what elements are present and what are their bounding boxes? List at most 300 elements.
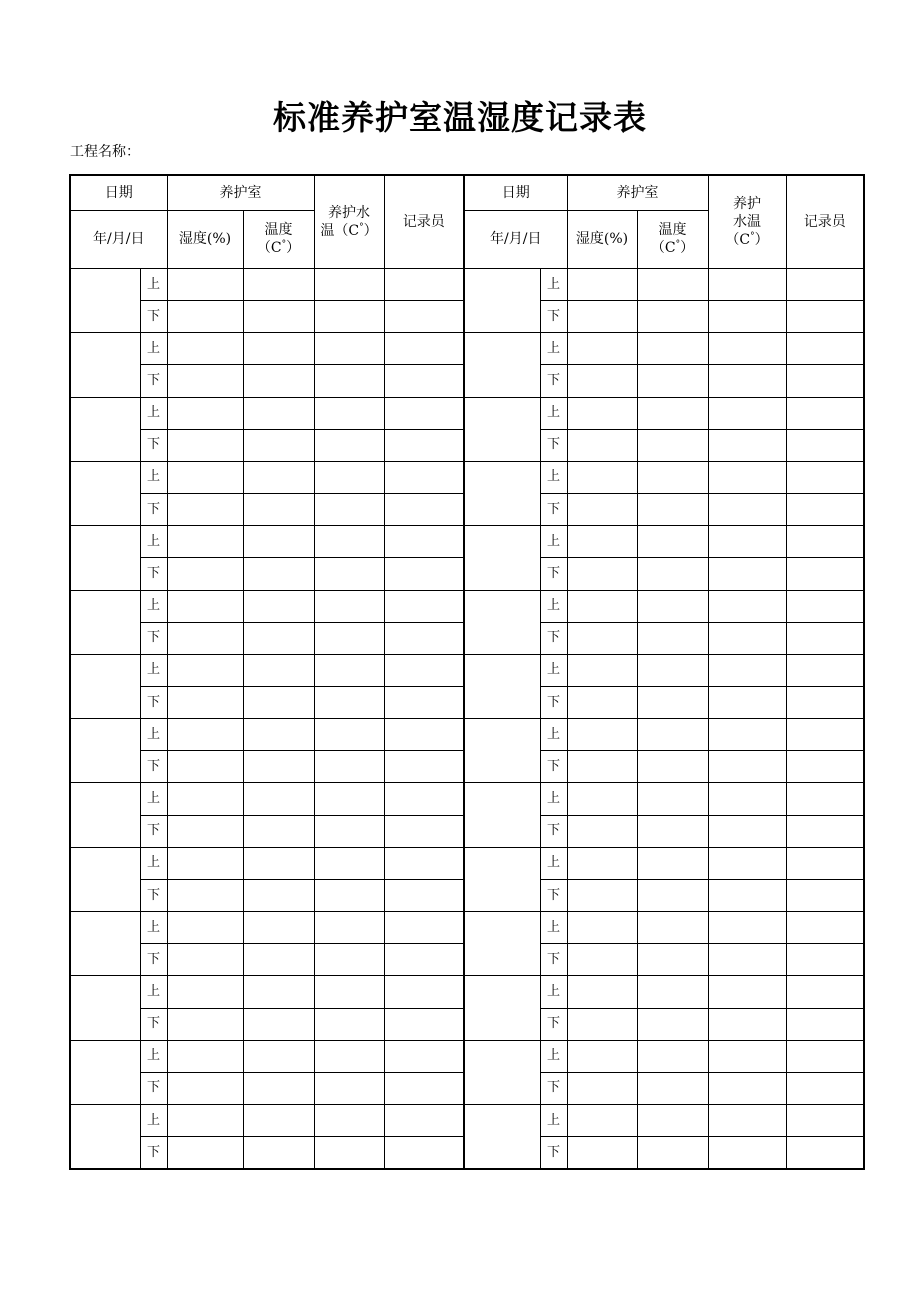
left-water-temp-cell bbox=[314, 1137, 384, 1169]
left-recorder-header: 记录员 bbox=[384, 175, 464, 268]
left-humidity-cell bbox=[167, 783, 243, 815]
left-ymd-header: 年/月/日 bbox=[70, 210, 167, 268]
right-temperature-cell bbox=[637, 1105, 708, 1137]
right-recorder-cell bbox=[786, 590, 864, 622]
right-water-temp-cell bbox=[708, 397, 786, 429]
left-water-temp-cell bbox=[314, 719, 384, 751]
right-pm-label: 下 bbox=[540, 686, 567, 718]
left-recorder-cell bbox=[384, 365, 464, 397]
left-pm-label: 下 bbox=[140, 558, 167, 590]
right-humidity-cell bbox=[567, 654, 637, 686]
right-humidity-cell bbox=[567, 1137, 637, 1169]
right-temperature-cell bbox=[637, 1008, 708, 1040]
left-water-temp-line-1: 养护水 bbox=[328, 204, 370, 221]
right-temperature-cell bbox=[637, 397, 708, 429]
left-temperature-cell bbox=[243, 301, 314, 333]
right-curing-room-header: 养护室 bbox=[567, 175, 708, 210]
right-temperature-cell bbox=[637, 976, 708, 1008]
left-temperature-cell bbox=[243, 461, 314, 493]
left-temperature-cell bbox=[243, 429, 314, 461]
left-pm-label: 下 bbox=[140, 301, 167, 333]
right-am-label: 上 bbox=[540, 719, 567, 751]
right-temperature-cell bbox=[637, 1137, 708, 1169]
left-date-cell bbox=[70, 976, 140, 1040]
right-recorder-cell bbox=[786, 815, 864, 847]
right-pm-label: 下 bbox=[540, 751, 567, 783]
right-humidity-cell bbox=[567, 1040, 637, 1072]
right-water-temp-cell bbox=[708, 976, 786, 1008]
right-water-temp-cell bbox=[708, 622, 786, 654]
right-humidity-cell bbox=[567, 847, 637, 879]
log-table-body bbox=[70, 175, 864, 1169]
left-water-temp-line-2: 温（C bbox=[320, 222, 360, 239]
left-recorder-cell bbox=[384, 494, 464, 526]
left-water-temp-cell bbox=[314, 333, 384, 365]
right-humidity-header: 湿度(%) bbox=[567, 210, 637, 268]
left-recorder-cell bbox=[384, 526, 464, 558]
left-recorder-cell bbox=[384, 719, 464, 751]
left-temperature-cell bbox=[243, 719, 314, 751]
left-recorder-cell bbox=[384, 1072, 464, 1104]
left-am-label: 上 bbox=[140, 847, 167, 879]
right-recorder-cell bbox=[786, 429, 864, 461]
left-temperature-cell bbox=[243, 847, 314, 879]
left-curing-room-header: 养护室 bbox=[167, 175, 314, 210]
right-pm-label: 下 bbox=[540, 879, 567, 911]
right-recorder-cell bbox=[786, 879, 864, 911]
right-date-cell bbox=[464, 1105, 540, 1169]
left-date-cell bbox=[70, 590, 140, 654]
right-date-cell bbox=[464, 590, 540, 654]
left-am-label: 上 bbox=[140, 783, 167, 815]
left-temperature-cell bbox=[243, 1137, 314, 1169]
right-humidity-cell bbox=[567, 461, 637, 493]
right-temperature-cell bbox=[637, 1072, 708, 1104]
right-temperature-cell bbox=[637, 558, 708, 590]
right-pm-label: 下 bbox=[540, 429, 567, 461]
right-temperature-header bbox=[637, 210, 708, 268]
left-humidity-cell bbox=[167, 268, 243, 300]
right-humidity-cell bbox=[567, 558, 637, 590]
table-row bbox=[70, 719, 864, 751]
left-recorder-cell bbox=[384, 429, 464, 461]
right-date-cell bbox=[464, 333, 540, 397]
right-water-temp-cell bbox=[708, 751, 786, 783]
right-humidity-cell bbox=[567, 751, 637, 783]
left-water-temp-header bbox=[314, 175, 384, 268]
left-water-temp-cell bbox=[314, 912, 384, 944]
left-pm-label: 下 bbox=[140, 1008, 167, 1040]
left-am-label: 上 bbox=[140, 461, 167, 493]
right-water-temp-cell bbox=[708, 526, 786, 558]
right-temperature-degree: ° bbox=[675, 239, 681, 250]
left-humidity-cell bbox=[167, 397, 243, 429]
right-recorder-cell bbox=[786, 558, 864, 590]
left-recorder-cell bbox=[384, 686, 464, 718]
left-temperature-cell bbox=[243, 1008, 314, 1040]
left-date-cell bbox=[70, 912, 140, 976]
left-temperature-cell bbox=[243, 751, 314, 783]
left-date-cell bbox=[70, 397, 140, 461]
right-temperature-cell bbox=[637, 912, 708, 944]
right-recorder-cell bbox=[786, 1008, 864, 1040]
right-temperature-cell bbox=[637, 879, 708, 911]
left-date-header: 日期 bbox=[70, 175, 167, 210]
left-temperature-cell bbox=[243, 1040, 314, 1072]
left-temperature-cell bbox=[243, 526, 314, 558]
left-water-temp-cell bbox=[314, 397, 384, 429]
table-row bbox=[70, 847, 864, 879]
right-water-temp-cell bbox=[708, 944, 786, 976]
right-humidity-cell bbox=[567, 1072, 637, 1104]
right-date-cell bbox=[464, 654, 540, 718]
left-recorder-cell bbox=[384, 1105, 464, 1137]
left-humidity-header: 湿度(%) bbox=[167, 210, 243, 268]
left-water-temp-cell bbox=[314, 783, 384, 815]
right-recorder-cell bbox=[786, 686, 864, 718]
right-pm-label: 下 bbox=[540, 1137, 567, 1169]
left-water-temp-cell bbox=[314, 590, 384, 622]
left-humidity-cell bbox=[167, 526, 243, 558]
left-water-temp-cell bbox=[314, 301, 384, 333]
left-am-label: 上 bbox=[140, 268, 167, 300]
right-water-temp-cell bbox=[708, 1040, 786, 1072]
left-date-cell bbox=[70, 461, 140, 525]
right-recorder-cell bbox=[786, 654, 864, 686]
left-pm-label: 下 bbox=[140, 429, 167, 461]
right-humidity-cell bbox=[567, 397, 637, 429]
right-ymd-header: 年/月/日 bbox=[464, 210, 567, 268]
left-temperature-cell bbox=[243, 654, 314, 686]
left-water-temp-cell bbox=[314, 847, 384, 879]
left-recorder-cell bbox=[384, 654, 464, 686]
right-pm-label: 下 bbox=[540, 301, 567, 333]
right-pm-label: 下 bbox=[540, 365, 567, 397]
left-pm-label: 下 bbox=[140, 365, 167, 397]
left-temperature-cell bbox=[243, 879, 314, 911]
right-water-temp-cell bbox=[708, 719, 786, 751]
right-water-temp-cell bbox=[708, 365, 786, 397]
left-humidity-cell bbox=[167, 719, 243, 751]
table-row bbox=[70, 783, 864, 815]
left-water-temp-cell bbox=[314, 1072, 384, 1104]
right-humidity-cell bbox=[567, 494, 637, 526]
left-humidity-cell bbox=[167, 912, 243, 944]
left-humidity-cell bbox=[167, 333, 243, 365]
right-water-temp-cell bbox=[708, 654, 786, 686]
right-water-temp-line-3: （C bbox=[725, 231, 751, 248]
left-am-label: 上 bbox=[140, 1105, 167, 1137]
left-humidity-cell bbox=[167, 365, 243, 397]
left-temperature-cell bbox=[243, 912, 314, 944]
right-humidity-cell bbox=[567, 879, 637, 911]
left-pm-label: 下 bbox=[140, 1137, 167, 1169]
right-pm-label: 下 bbox=[540, 944, 567, 976]
left-recorder-cell bbox=[384, 461, 464, 493]
right-water-temp-cell bbox=[708, 558, 786, 590]
left-water-temp-cell bbox=[314, 976, 384, 1008]
right-water-temp-cell bbox=[708, 912, 786, 944]
right-recorder-cell bbox=[786, 301, 864, 333]
right-am-label: 上 bbox=[540, 590, 567, 622]
left-temperature-cell bbox=[243, 622, 314, 654]
right-pm-label: 下 bbox=[540, 815, 567, 847]
right-temperature-close: ） bbox=[680, 240, 695, 257]
right-temperature-cell bbox=[637, 719, 708, 751]
right-recorder-cell bbox=[786, 912, 864, 944]
right-am-label: 上 bbox=[540, 333, 567, 365]
right-recorder-cell bbox=[786, 1137, 864, 1169]
right-water-temp-cell bbox=[708, 301, 786, 333]
left-recorder-cell bbox=[384, 622, 464, 654]
right-temperature-cell bbox=[637, 494, 708, 526]
right-temperature-cell bbox=[637, 1040, 708, 1072]
right-water-temp-cell bbox=[708, 847, 786, 879]
right-temperature-cell bbox=[637, 944, 708, 976]
right-recorder-cell bbox=[786, 397, 864, 429]
right-humidity-cell bbox=[567, 719, 637, 751]
right-temperature-cell bbox=[637, 526, 708, 558]
left-humidity-cell bbox=[167, 461, 243, 493]
project-name-label: 工程名称： bbox=[70, 144, 140, 160]
left-humidity-cell bbox=[167, 976, 243, 1008]
right-am-label: 上 bbox=[540, 397, 567, 429]
left-recorder-cell bbox=[384, 879, 464, 911]
right-am-label: 上 bbox=[540, 1105, 567, 1137]
left-recorder-cell bbox=[384, 912, 464, 944]
right-date-cell bbox=[464, 268, 540, 332]
left-pm-label: 下 bbox=[140, 944, 167, 976]
left-recorder-cell bbox=[384, 1137, 464, 1169]
right-date-header: 日期 bbox=[464, 175, 567, 210]
left-humidity-cell bbox=[167, 751, 243, 783]
right-recorder-cell bbox=[786, 1072, 864, 1104]
right-pm-label: 下 bbox=[540, 1072, 567, 1104]
right-recorder-cell bbox=[786, 719, 864, 751]
table-row bbox=[70, 268, 864, 300]
left-water-temp-cell bbox=[314, 944, 384, 976]
right-temperature-cell bbox=[637, 268, 708, 300]
right-date-cell bbox=[464, 719, 540, 783]
left-date-cell bbox=[70, 1040, 140, 1104]
right-date-cell bbox=[464, 847, 540, 911]
left-humidity-cell bbox=[167, 1137, 243, 1169]
table-row bbox=[70, 397, 864, 429]
right-am-label: 上 bbox=[540, 912, 567, 944]
right-am-label: 上 bbox=[540, 526, 567, 558]
table-row bbox=[70, 976, 864, 1008]
left-temperature-cell bbox=[243, 976, 314, 1008]
right-temperature-cell bbox=[637, 847, 708, 879]
right-water-temp-cell bbox=[708, 1072, 786, 1104]
right-temperature-cell bbox=[637, 783, 708, 815]
right-pm-label: 下 bbox=[540, 558, 567, 590]
left-temperature-cell bbox=[243, 333, 314, 365]
left-temperature-cell bbox=[243, 494, 314, 526]
left-pm-label: 下 bbox=[140, 815, 167, 847]
right-humidity-cell bbox=[567, 912, 637, 944]
left-temperature-cell bbox=[243, 815, 314, 847]
right-recorder-cell bbox=[786, 622, 864, 654]
table-row bbox=[70, 590, 864, 622]
left-water-temp-close: ） bbox=[363, 222, 378, 239]
left-temperature-cell bbox=[243, 944, 314, 976]
left-recorder-cell bbox=[384, 783, 464, 815]
right-recorder-cell bbox=[786, 526, 864, 558]
left-recorder-cell bbox=[384, 976, 464, 1008]
right-temperature-cell bbox=[637, 815, 708, 847]
left-humidity-cell bbox=[167, 1008, 243, 1040]
left-date-cell bbox=[70, 719, 140, 783]
right-humidity-cell bbox=[567, 944, 637, 976]
right-water-temp-cell bbox=[708, 1137, 786, 1169]
left-water-temp-degree: ° bbox=[359, 222, 364, 233]
left-humidity-cell bbox=[167, 429, 243, 461]
right-water-temp-cell bbox=[708, 429, 786, 461]
left-am-label: 上 bbox=[140, 526, 167, 558]
left-pm-label: 下 bbox=[140, 622, 167, 654]
right-am-label: 上 bbox=[540, 976, 567, 1008]
left-water-temp-cell bbox=[314, 268, 384, 300]
right-humidity-cell bbox=[567, 686, 637, 718]
left-temperature-header bbox=[243, 210, 314, 268]
right-temperature-line-2: （C bbox=[650, 240, 676, 257]
right-recorder-cell bbox=[786, 847, 864, 879]
left-recorder-cell bbox=[384, 558, 464, 590]
header-row-1 bbox=[70, 175, 864, 210]
right-recorder-cell bbox=[786, 751, 864, 783]
left-water-temp-cell bbox=[314, 686, 384, 718]
left-date-cell bbox=[70, 783, 140, 847]
right-pm-label: 下 bbox=[540, 494, 567, 526]
right-recorder-cell bbox=[786, 333, 864, 365]
right-water-temp-cell bbox=[708, 1008, 786, 1040]
left-date-cell bbox=[70, 654, 140, 718]
right-water-temp-line-2: 水温 bbox=[733, 213, 761, 230]
left-pm-label: 下 bbox=[140, 686, 167, 718]
right-recorder-cell bbox=[786, 365, 864, 397]
left-pm-label: 下 bbox=[140, 494, 167, 526]
right-water-temp-degree: ° bbox=[750, 231, 755, 242]
left-humidity-cell bbox=[167, 847, 243, 879]
left-temperature-cell bbox=[243, 686, 314, 718]
right-temperature-cell bbox=[637, 461, 708, 493]
left-am-label: 上 bbox=[140, 654, 167, 686]
right-water-temp-cell bbox=[708, 590, 786, 622]
right-recorder-cell bbox=[786, 461, 864, 493]
right-temperature-cell bbox=[637, 590, 708, 622]
left-recorder-cell bbox=[384, 333, 464, 365]
left-water-temp-cell bbox=[314, 654, 384, 686]
right-recorder-cell bbox=[786, 268, 864, 300]
left-am-label: 上 bbox=[140, 912, 167, 944]
left-humidity-cell bbox=[167, 558, 243, 590]
right-water-temp-close: ） bbox=[754, 231, 769, 248]
left-water-temp-cell bbox=[314, 494, 384, 526]
right-humidity-cell bbox=[567, 333, 637, 365]
left-humidity-cell bbox=[167, 879, 243, 911]
right-recorder-cell bbox=[786, 494, 864, 526]
left-water-temp-cell bbox=[314, 365, 384, 397]
left-humidity-cell bbox=[167, 944, 243, 976]
right-humidity-cell bbox=[567, 815, 637, 847]
right-date-cell bbox=[464, 783, 540, 847]
left-humidity-cell bbox=[167, 654, 243, 686]
left-am-label: 上 bbox=[140, 719, 167, 751]
right-humidity-cell bbox=[567, 365, 637, 397]
table-row bbox=[70, 654, 864, 686]
left-am-label: 上 bbox=[140, 333, 167, 365]
right-water-temp-cell bbox=[708, 1105, 786, 1137]
left-water-temp-cell bbox=[314, 815, 384, 847]
right-pm-label: 下 bbox=[540, 1008, 567, 1040]
left-water-temp-cell bbox=[314, 461, 384, 493]
right-temperature-line-1: 温度 bbox=[658, 222, 687, 239]
left-recorder-cell bbox=[384, 1008, 464, 1040]
right-temperature-cell bbox=[637, 751, 708, 783]
right-water-temp-cell bbox=[708, 815, 786, 847]
left-water-temp-cell bbox=[314, 1008, 384, 1040]
right-am-label: 上 bbox=[540, 654, 567, 686]
right-date-cell bbox=[464, 461, 540, 525]
right-temperature-cell bbox=[637, 301, 708, 333]
right-date-cell bbox=[464, 397, 540, 461]
left-am-label: 上 bbox=[140, 976, 167, 1008]
left-humidity-cell bbox=[167, 1040, 243, 1072]
right-water-temp-cell bbox=[708, 268, 786, 300]
right-water-temp-cell bbox=[708, 879, 786, 911]
right-recorder-cell bbox=[786, 1040, 864, 1072]
left-water-temp-cell bbox=[314, 1105, 384, 1137]
left-am-label: 上 bbox=[140, 1040, 167, 1072]
table-row bbox=[70, 526, 864, 558]
right-water-temp-cell bbox=[708, 494, 786, 526]
right-water-temp-header bbox=[708, 175, 786, 268]
left-date-cell bbox=[70, 333, 140, 397]
left-pm-label: 下 bbox=[140, 751, 167, 783]
left-water-temp-cell bbox=[314, 526, 384, 558]
left-pm-label: 下 bbox=[140, 1072, 167, 1104]
right-date-cell bbox=[464, 526, 540, 590]
left-recorder-cell bbox=[384, 815, 464, 847]
right-humidity-cell bbox=[567, 268, 637, 300]
left-am-label: 上 bbox=[140, 590, 167, 622]
left-water-temp-cell bbox=[314, 429, 384, 461]
right-water-temp-line-1: 养护 bbox=[733, 195, 761, 212]
left-recorder-cell bbox=[384, 944, 464, 976]
right-water-temp-cell bbox=[708, 686, 786, 718]
left-date-cell bbox=[70, 1105, 140, 1169]
right-humidity-cell bbox=[567, 301, 637, 333]
right-date-cell bbox=[464, 976, 540, 1040]
right-recorder-cell bbox=[786, 783, 864, 815]
right-humidity-cell bbox=[567, 1008, 637, 1040]
right-date-cell bbox=[464, 912, 540, 976]
right-water-temp-cell bbox=[708, 783, 786, 815]
left-humidity-cell bbox=[167, 590, 243, 622]
table-row bbox=[70, 912, 864, 944]
left-water-temp-cell bbox=[314, 1040, 384, 1072]
right-temperature-cell bbox=[637, 686, 708, 718]
left-temperature-cell bbox=[243, 1105, 314, 1137]
right-recorder-cell bbox=[786, 976, 864, 1008]
right-temperature-cell bbox=[637, 622, 708, 654]
right-recorder-cell bbox=[786, 944, 864, 976]
right-water-temp-cell bbox=[708, 333, 786, 365]
right-humidity-cell bbox=[567, 526, 637, 558]
left-temperature-cell bbox=[243, 397, 314, 429]
left-temperature-cell bbox=[243, 558, 314, 590]
